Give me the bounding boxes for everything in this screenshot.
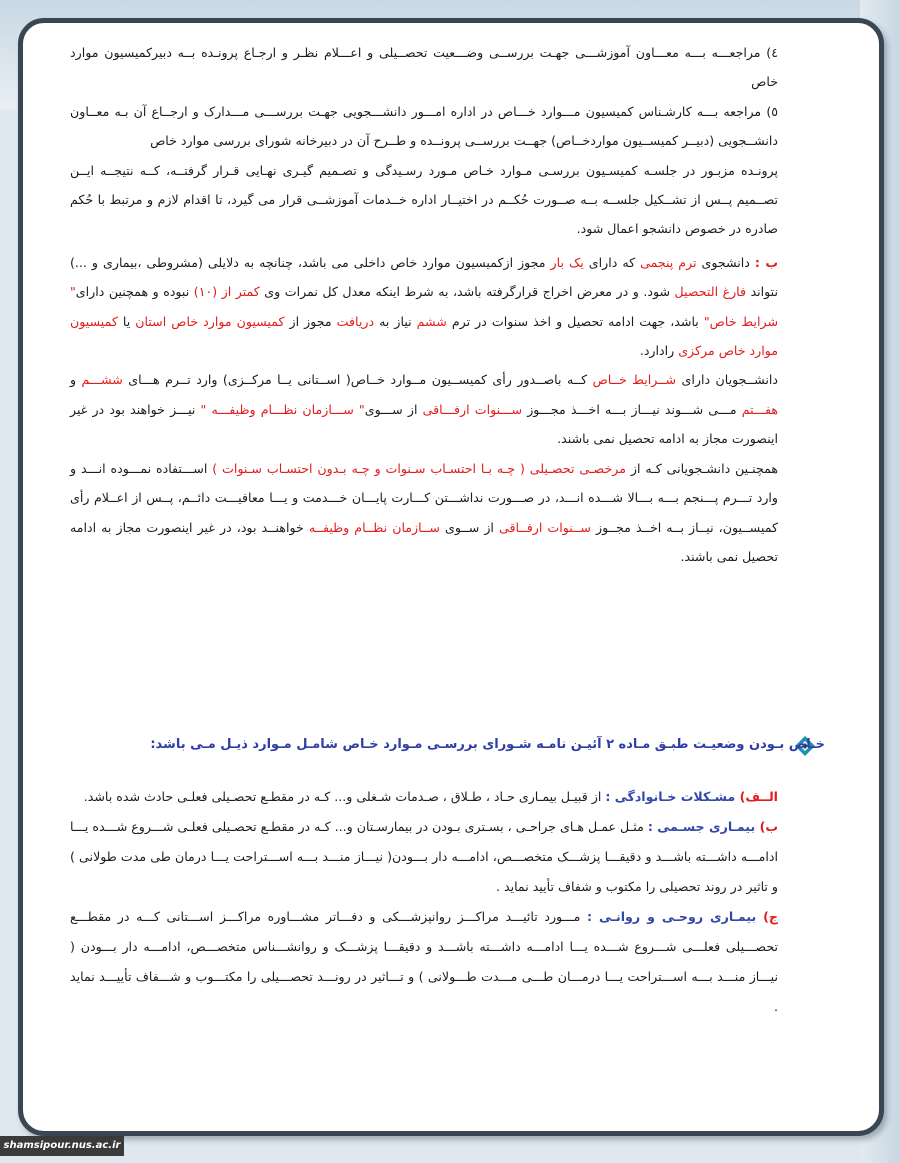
footer-url: shamsipour.nus.ac.ir — [0, 1136, 124, 1156]
paragraph-step-5: ٥) مراجعه بـــه کارشـناس کمیسیون مـــوارد خـــاص در اداره امـــور دانشـــجویی جهـت بررســـی مـــدارک و ارجــاع آن بـه معــاون دانشــجویی (دبیــر کمیســیون مواردخــاص) جهــت بررســی پرونــده و طــرح آن در دبیرخانه شورای بررسی موارد خاص — [70, 103, 778, 149]
conditions-list — [70, 782, 778, 1022]
list-item-be-title: بیمـاری جسـمی : — [647, 819, 760, 834]
section-heading: خـاص بـودن وضعیـت طبـق مـاده ۲ آئیـن نامـه شـورای بررسـی مـوارد خـاص شامـل مـوارد ذیـل مـی باشد: — [150, 737, 825, 752]
paragraph-special-conditions: دانشــجویان دارای شــرایط خــاص کــه باصــدور رأی کمیســیون مــوارد خــاص( اســتانی یــا مرکــزی) وارد تــرم هـــای ششـــم و هفـــتم مـــی شـــوند نیـــاز بـــه اخـــذ مجـــوز ســـنوات ارفـــاقی از ســـوی" ســـازمان نظـــام وظیفـــه " نیـــز خواهند بود در غیر اینصورت مجاز به ادامه تحصیل نمی باشند. — [70, 372, 778, 447]
paragraph-case-review: پرونـده مزبـور در جلسـه کمیسـیون بررسـی مـوارد خـاص مـورد رسـیدگی و تصـمیم گیـری نهـایی قـرار گرفتــه، کــه نتیجــه ایــن تصــمیم پــس از تشــکیل جلســه بــه صــورت حُکــم در اختیــار اداره خــدمات آموزشــی قرار می گیرد، تا اقدام لازم و مرتبط با حُکم صادره در خصوص دانشجو اعمال شود. — [70, 162, 778, 237]
paragraph-b: ب : دانشجوی ترم پنجمی که دارای یک بار مجوز ازکمیسیون موارد خاص داخلی می باشد، چنانچه به دلایلی (مشروطی ،بیماری و ...) نتواند فارغ التحصیل شود. و در معرض اخراج قرارگرفته باشد، به شرط اینکه معدل کل نمرات وی کمتر از (۱۰) نبوده و همچنین دارای" شرایط خاص" باشد، جهت ادامه تحصیل و اخذ سنوات در ترم ششم نیاز به دریافت مجوز از کمیسیون موارد خاص استان یا کمیسیون موارد خاص مرکزی رادارد. — [70, 254, 778, 359]
paragraph-leave-of-absence: همچنـین دانشـجویانی کـه از مرخصـی تحصـیلی ( چـه بـا احتسـاب سـنوات و چـه بـدون احتسـاب سـنوات ) اســـتفاده نمـــوده انـــد و وارد تـــرم پـــنجم بـــه بـــالا شـــده انـــد، در صـــورت نداشـــتن کـــارت پایـــان خـــدمت و یـــا معافیـــت دائــم، پــس از اعــلام رأی کمیســیون، نیــاز بــه اخــذ مجــوز ســنوات ارفــاقی از ســوی ســازمان نظــام وظیفــه خواهنــد بود، در غیر اینصورت مجاز به ادامه تحصیل نمی باشند. — [70, 460, 778, 564]
paragraph-step-4: ٤) مراجعـــه بـــه معـــاون آموزشـــی جهـت بررســی وضـــعیت تحصــیلی و اعـــلام نظـر و ارجـاع پرونـده بــه دبیرکمیسیون موارد خاص — [70, 45, 778, 90]
list-item-jim-label: ج) — [763, 909, 778, 924]
list-item-jim: ج) بیمـاری روحـی و روانـی : مـــورد تائیـــد مراکـــز روانپزشـــکی و دفـــاتر مشـــاوره مراکـــز اســـتانی کـــه در مقطـــع تحصـــیلی فعلـــی شـــروع شـــده یـــا ادامـــه داشـــته باشـــد و دقیقـــا پزشـــک و روانشـــناس متخصـــص، ادامـــه دار بـــودن ( نیـــاز منـــد بـــه اســـتراحت یـــا درمـــان طـــی مـــدت طـــولانی ) و تـــاثیر در رونـــد تحصـــیلی را مکتـــوب و شـــفاف تأییـــد نماید . — [70, 909, 778, 1014]
paragraph-b-label: ب : — [754, 254, 778, 270]
document-body — [70, 38, 778, 571]
list-item-alef-label: الــف) — [739, 789, 778, 804]
list-item-alef-title: مشـکلات خـانوادگی : — [605, 789, 740, 804]
list-item-jim-title: بیمـاری روحـی و روانـی : — [586, 909, 764, 924]
list-item-be-label: ب) — [759, 819, 778, 834]
list-item-be: ب) بیمـاری جسـمی : مثـل عمـل هـای جراحـی ، بسـتری بـودن در بیمارسـتان و... کـه در مقطـع تحصـیلی فعلـی شـــروع شـــده یـــا ادامـــه داشـــته باشـــد و دقیقـــا پزشـــک متخصـــص، ادامـــه دار بـــودن( نیـــاز منـــد بـــه اســـتراحت یـــا درمان طی مدت طولانی ) و تاثیر در روند تحصیلی را مکتوب و شفاف تأیید نماید . — [70, 819, 778, 894]
list-item-alef: الــف) مشـکلات خـانوادگی : از قبیـل بیمـاری حـاد ، طـلاق ، صـدمات شـغلی و... کـه در مقطـع تحصـیلی فعلـی حادث شده باشد. — [83, 789, 778, 804]
